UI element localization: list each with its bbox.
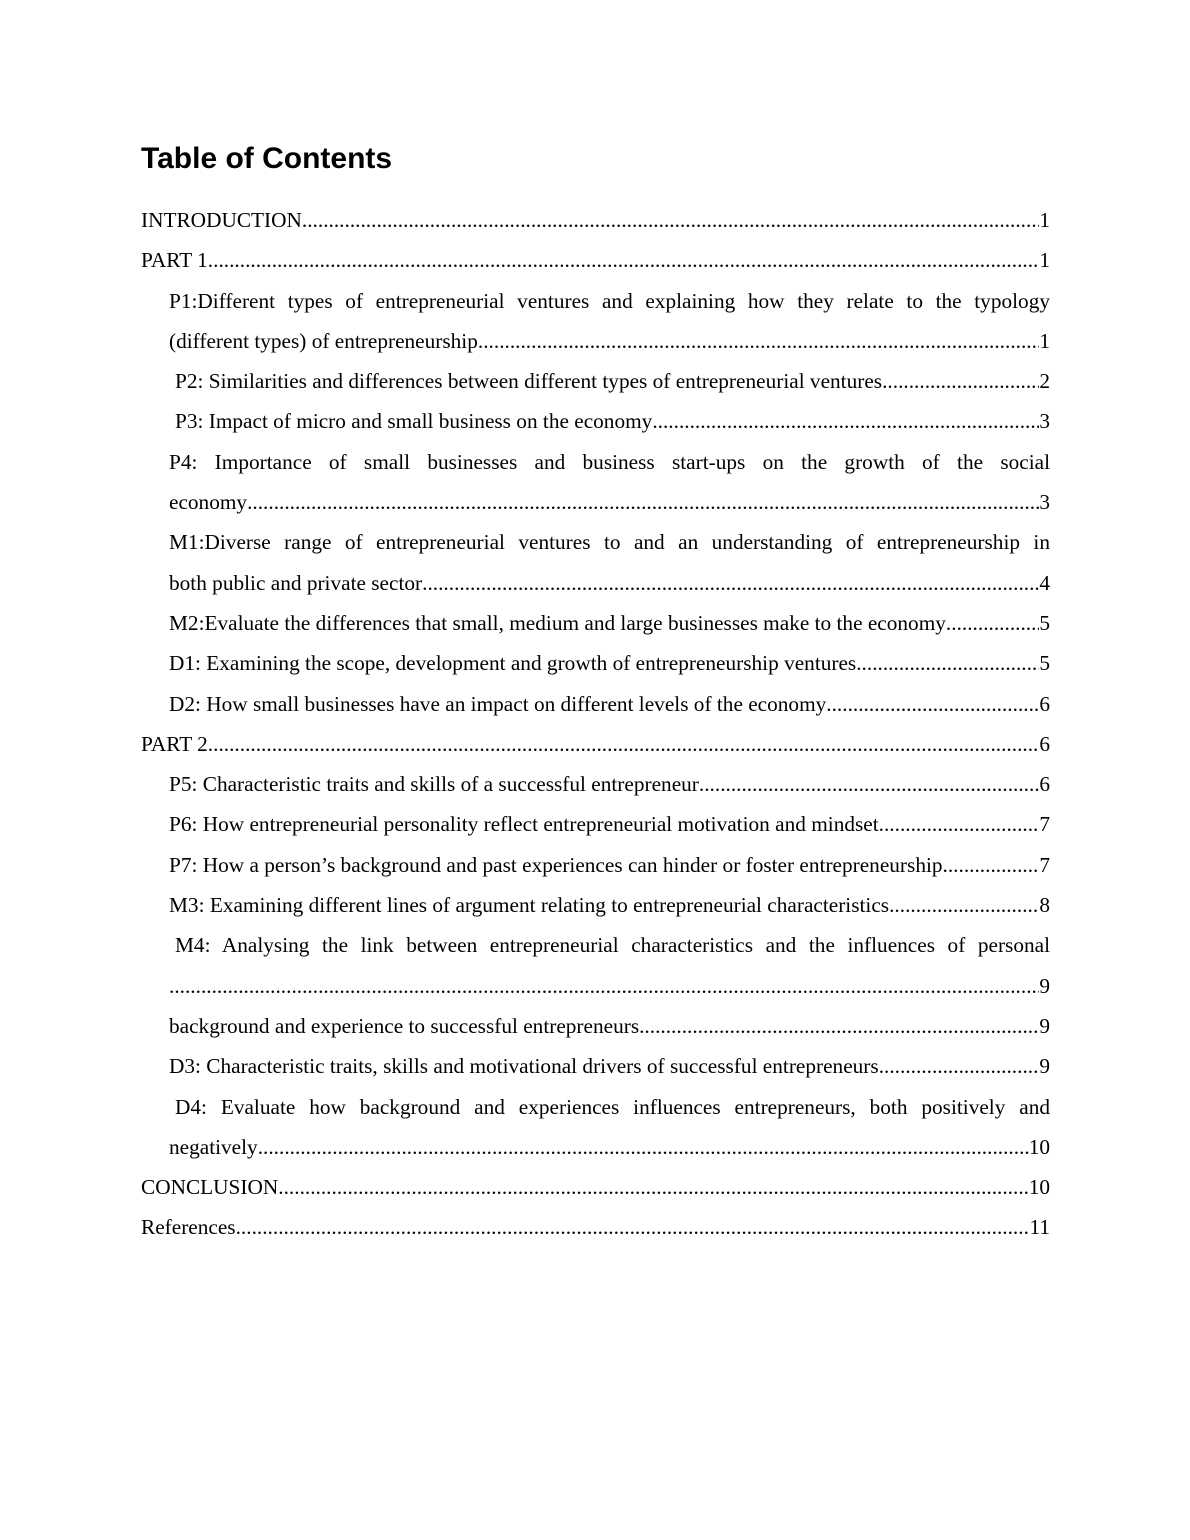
toc-entry-text: P3: Impact of micro and small business on the economy <box>175 409 653 434</box>
toc-entry-d4[interactable] <box>141 1087 1050 1127</box>
toc-entry-text: P2: Similarities and differences between different types of entrepreneurial ventures <box>175 369 883 394</box>
toc-entry-page: 5 <box>1039 610 1050 635</box>
toc-entry-p6[interactable] <box>141 804 1050 844</box>
toc-leader-dots <box>208 240 1040 280</box>
toc-entry-text: P5: Characteristic traits and skills of a successful entrepreneur <box>169 772 699 797</box>
toc-entry-text: D3: Characteristic traits, skills and motivational drivers of successful entrepreneurs <box>169 1054 879 1079</box>
toc-leader-dots <box>889 885 1039 925</box>
toc-entry-text: D1: Examining the scope, development and growth of entrepreneurship ventures <box>169 651 857 676</box>
toc-entry-text: PART 2 <box>141 731 208 756</box>
toc-entry-text: M2:Evaluate the differences that small, medium and large businesses make to the economy <box>169 610 946 635</box>
toc-entry-page: 6 <box>1039 691 1050 716</box>
toc-entry-p2[interactable] <box>141 361 1050 401</box>
toc-entry-page: 4 <box>1039 570 1050 595</box>
toc-leader-dots <box>639 1006 1039 1046</box>
toc-leader-dots <box>278 1167 1028 1207</box>
toc-entry-introduction[interactable] <box>141 200 1050 240</box>
toc-entry-text: M3: Examining different lines of argument relating to entrepreneurial characteristics <box>169 893 890 918</box>
toc-entry-text: (different types) of entrepreneurship <box>169 328 478 353</box>
toc-entry-references[interactable] <box>141 1207 1050 1247</box>
toc-entry-m3[interactable] <box>141 885 1050 925</box>
toc-entry-text: both public and private sector <box>169 570 423 595</box>
toc-leader-dots <box>699 764 1039 804</box>
toc-entry-d3[interactable] <box>141 1046 1050 1086</box>
toc-entry-text: P7: How a person’s background and past experiences can hinder or foster entrepreneurship. <box>169 852 948 877</box>
toc-entry-text: P4: Importance of small businesses and business start-ups on the growth of the social <box>169 449 1050 474</box>
toc-entry-page: 5 <box>1039 651 1050 676</box>
toc-entry-text: P6: How entrepreneurial personality reflect entrepreneurial motivation and mindset <box>169 812 879 837</box>
toc-entry-p4[interactable] <box>141 442 1050 482</box>
toc-leader-dots <box>302 200 1039 240</box>
toc-entry-text: negatively <box>169 1134 258 1159</box>
toc-entry-page: 1 <box>1039 248 1050 273</box>
toc-leader-dots <box>169 966 1039 1006</box>
toc-entry-page: 1 <box>1039 328 1050 353</box>
toc-entry-m2[interactable] <box>141 603 1050 643</box>
toc-entry-page: 3 <box>1039 490 1050 515</box>
toc-leader-dots <box>948 845 1039 885</box>
toc-entry-text: economy <box>169 490 248 515</box>
toc-entry-page: 9 <box>1039 1054 1050 1079</box>
toc-entry-m1-continued[interactable] <box>141 563 1050 603</box>
toc-entry-page: 6 <box>1039 731 1050 756</box>
toc-entry-text: PART 1 <box>141 248 208 273</box>
toc-entry-page: 2 <box>1039 369 1050 394</box>
toc-entry-page: 7 <box>1039 812 1050 837</box>
toc-entry-page: 9 <box>1039 1013 1050 1038</box>
toc-entry-p5[interactable] <box>141 764 1050 804</box>
toc-leader-dots <box>652 401 1039 441</box>
toc-entry-p7[interactable] <box>141 845 1050 885</box>
toc-entry-text: P1:Different types of entrepreneurial ventures and explaining how they relate to the typology <box>169 288 1050 313</box>
toc-entry-page: 8 <box>1039 893 1050 918</box>
toc-leader-dots <box>879 804 1040 844</box>
toc-entry-text: References <box>141 1215 236 1240</box>
toc-entry-part-1[interactable] <box>141 240 1050 280</box>
toc-entry-m4-continued[interactable] <box>141 1006 1050 1046</box>
toc-entry-m1[interactable] <box>141 522 1050 562</box>
toc-entry-text: CONCLUSION <box>141 1175 279 1200</box>
toc-entry-text: M1:Diverse range of entrepreneurial ventures to and an understanding of entrepreneurship in <box>169 530 1050 555</box>
toc-leader-dots <box>208 724 1040 764</box>
toc-entry-page: 7 <box>1039 852 1050 877</box>
toc-entry-text: M4: Analysing the link between entrepreneurial characteristics and the influences of personal <box>175 933 1050 958</box>
toc-entry-text: D2: How small businesses have an impact on different levels of the economy <box>169 691 827 716</box>
toc-leader-dots <box>478 321 1039 361</box>
toc-entry-m4-leader-line[interactable] <box>141 966 1050 1006</box>
toc-entry-m4[interactable] <box>141 925 1050 965</box>
toc-entry-d1[interactable] <box>141 643 1050 683</box>
toc-entry-page: 10 <box>1028 1175 1050 1200</box>
toc-leader-dots <box>856 643 1039 683</box>
toc-entry-page: 9 <box>1039 973 1050 998</box>
toc-entry-page: 6 <box>1039 772 1050 797</box>
toc-entry-page: 1 <box>1039 208 1050 232</box>
toc-leader-dots <box>879 1046 1040 1086</box>
toc-leader-dots <box>247 482 1039 522</box>
toc-entry-p4-continued[interactable] <box>141 482 1050 522</box>
toc-entry-text: D4: Evaluate how background and experiences influences entrepreneurs, both positively and <box>175 1094 1050 1119</box>
toc-title: Table of Contents <box>141 142 393 175</box>
toc-entry-text: INTRODUCTION <box>141 208 302 232</box>
toc-entry-text: background and experience to successful entrepreneurs <box>169 1013 640 1038</box>
toc-leader-dots <box>882 361 1039 401</box>
toc-entry-p1[interactable] <box>141 281 1050 321</box>
toc-entry-d2[interactable] <box>141 684 1050 724</box>
toc-entry-page: 11 <box>1029 1215 1050 1240</box>
toc-leader-dots <box>946 603 1039 643</box>
toc-entry-part-2[interactable] <box>141 724 1050 764</box>
toc-entry-d4-continued[interactable] <box>141 1127 1050 1167</box>
toc-entry-page: 3 <box>1039 409 1050 434</box>
toc-entry-page: 10 <box>1028 1134 1050 1159</box>
toc-leader-dots <box>826 684 1039 724</box>
toc-leader-dots <box>258 1127 1029 1167</box>
toc-entry-p1-continued[interactable] <box>141 321 1050 361</box>
toc-entry-conclusion[interactable] <box>141 1167 1050 1207</box>
toc-entry-p3[interactable] <box>141 401 1050 441</box>
toc-list <box>141 200 1050 1248</box>
toc-leader-dots <box>422 563 1039 603</box>
toc-leader-dots <box>236 1207 1030 1247</box>
